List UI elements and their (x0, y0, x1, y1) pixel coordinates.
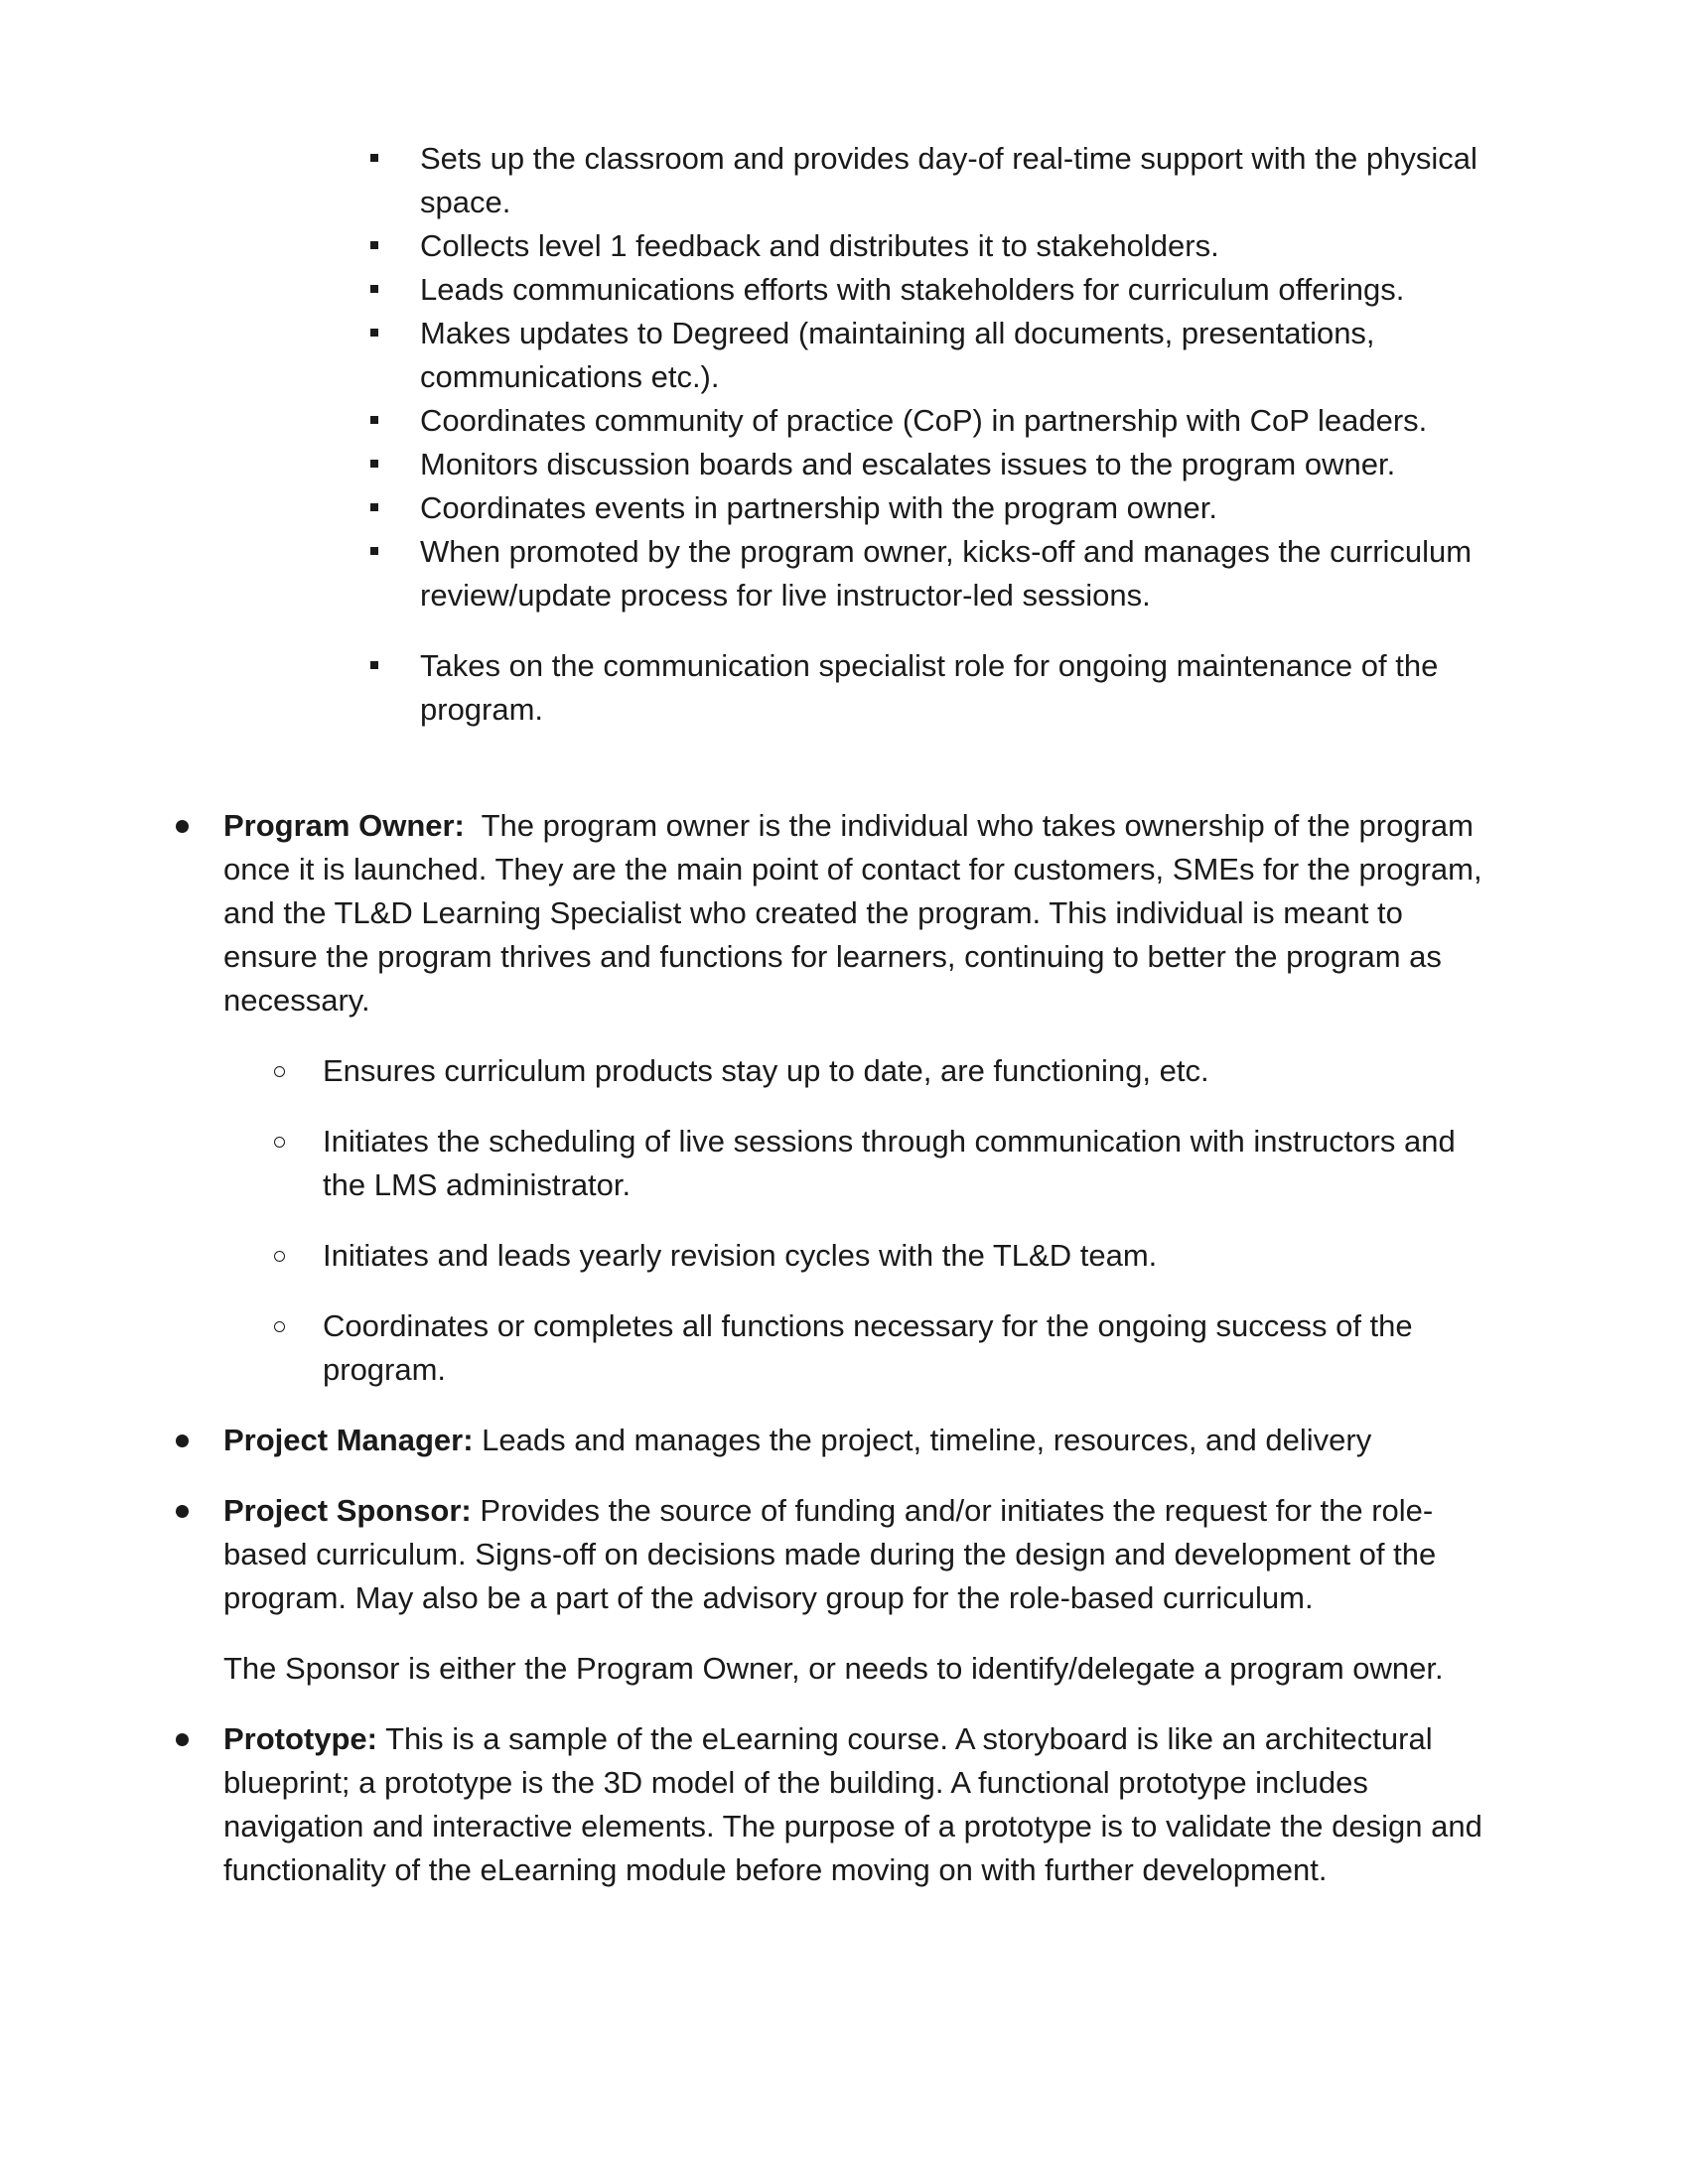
sub-list-item (223, 1049, 1504, 1093)
sub-list-item-text: Initiates the scheduling of live sessions through communication with instructors and the LMS administrator. (323, 1124, 1456, 1202)
square-bullet-icon (370, 661, 378, 669)
list-item (370, 644, 1512, 732)
list-item (370, 486, 1512, 530)
square-bullet-icon (370, 285, 378, 293)
glossary-term: Program Owner: (223, 808, 465, 843)
square-bullet-icon (370, 460, 378, 468)
list-item (370, 224, 1512, 268)
list-item (370, 312, 1512, 399)
hollow-circle-bullet-icon (274, 1321, 285, 1332)
glossary-definition: Provides the source of funding and/or initiates the request for the role-based curriculum. Signs-off on decisions made during the design and development of the program. May also be a part of the advisory group for the role-based curriculum. (223, 1493, 1437, 1615)
square-bullet-icon (370, 241, 378, 249)
sub-list-item-text: Initiates and leads yearly revision cycles with the TL&D team. (323, 1238, 1158, 1273)
sub-list-item-text: Ensures curriculum products stay up to date, are functioning, etc. (323, 1053, 1209, 1088)
square-bullet-icon (370, 329, 378, 337)
program-owner-sublist (223, 1049, 1504, 1392)
hollow-circle-bullet-icon (274, 1251, 285, 1262)
glossary-definition: Leads and manages the project, timeline, resources, and delivery (482, 1423, 1372, 1457)
list-item (370, 268, 1512, 312)
sponsor-note: The Sponsor is either the Program Owner, or needs to identify/delegate a program owner. (223, 1651, 1444, 1686)
glossary-list (174, 804, 1504, 1919)
hollow-circle-bullet-icon (274, 1137, 285, 1148)
list-item-text: Collects level 1 feedback and distributes it to stakeholders. (420, 228, 1219, 263)
hollow-circle-bullet-icon (274, 1066, 285, 1077)
list-item-text: Coordinates events in partnership with the program owner. (420, 490, 1217, 525)
sub-list-item (223, 1120, 1504, 1207)
square-bullet-icon (370, 416, 378, 424)
glossary-entry-prototype (174, 1717, 1504, 1892)
glossary-term: Prototype: (223, 1721, 377, 1756)
glossary-entry-project-sponsor (174, 1489, 1504, 1691)
glossary-definition: This is a sample of the eLearning course. A storyboard is like an architectural blueprint; a prototype is the 3D model of the building. A functional prototype includes navigation and interactive elements. The purpose of a prototype is to validate the design and functionality of the eLearning module before moving on with further development. (223, 1721, 1482, 1887)
list-item (370, 443, 1512, 486)
list-item (370, 399, 1512, 443)
glossary-entry-program-owner (174, 804, 1504, 1392)
round-bullet-icon (176, 1733, 189, 1746)
glossary-term: Project Manager: (223, 1423, 474, 1457)
round-bullet-icon (176, 820, 189, 833)
square-bullet-icon (370, 154, 378, 162)
round-bullet-icon (176, 1505, 189, 1518)
list-item-text: When promoted by the program owner, kicks-off and manages the curriculum review/update process for live instructor-led sessions. (420, 534, 1473, 613)
list-item-text: Coordinates community of practice (CoP) in partnership with CoP leaders. (420, 403, 1428, 438)
list-item-text: Makes updates to Degreed (maintaining all documents, presentations, communications etc.). (420, 316, 1375, 394)
sub-list-item (223, 1304, 1504, 1392)
glossary-definition: The program owner is the individual who takes ownership of the program once it is launched. They are the main point of contact for customers, SMEs for the program, and the TL&D Learning Specialist who created the program. This individual is meant to ensure the program thrives and functions for learners, continuing to better the program as necessary. (223, 808, 1482, 1018)
glossary-term: Project Sponsor: (223, 1493, 472, 1528)
list-item-text: Leads communications efforts with stakeholders for curriculum offerings. (420, 272, 1405, 307)
list-item-text: Takes on the communication specialist role for ongoing maintenance of the program. (420, 648, 1439, 727)
list-item (370, 137, 1512, 224)
list-item (370, 530, 1512, 617)
sub-list-item-text: Coordinates or completes all functions necessary for the ongoing success of the program. (323, 1308, 1413, 1387)
list-item-text: Sets up the classroom and provides day-of real-time support with the physical space. (420, 141, 1477, 219)
square-bullet-icon (370, 503, 378, 511)
glossary-entry-project-manager (174, 1419, 1504, 1462)
square-bullet-icon (370, 547, 378, 555)
responsibilities-list (370, 137, 1512, 732)
list-item-text: Monitors discussion boards and escalates issues to the program owner. (420, 447, 1396, 481)
round-bullet-icon (176, 1434, 189, 1447)
sub-list-item (223, 1234, 1504, 1278)
